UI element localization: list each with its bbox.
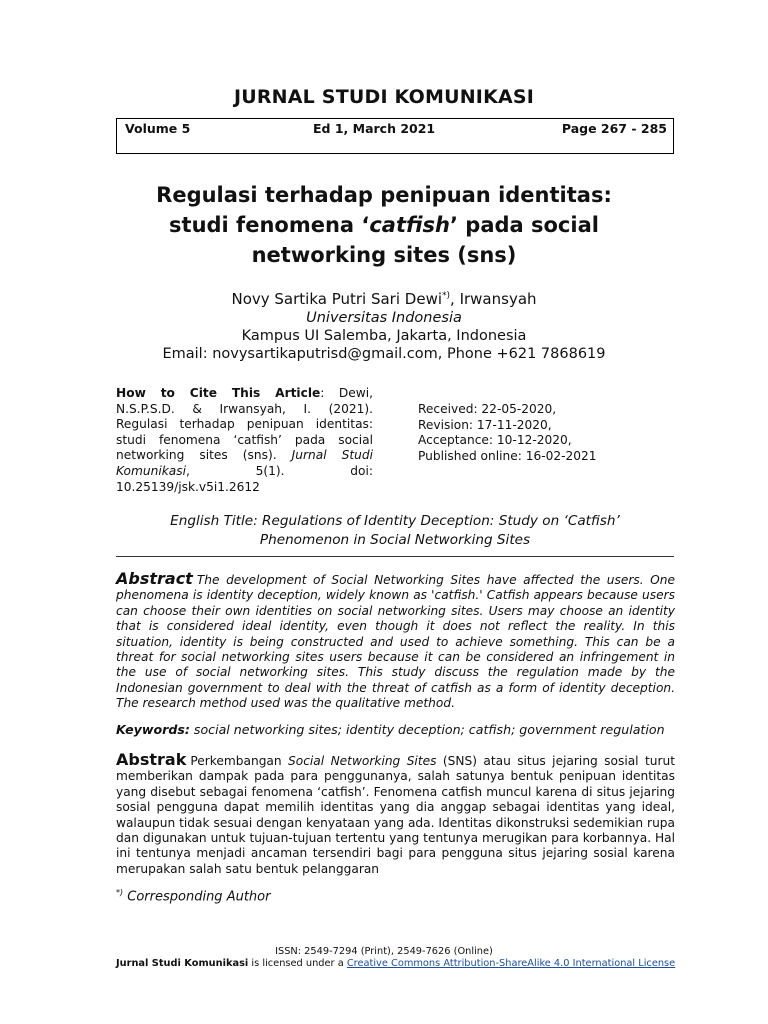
license-line: Jurnal Studi Komunikasi is licensed under a Creative Commons Attribution-ShareAlike 4.0 International License [116,958,676,969]
citation-journal: Jurnal Studi Komunikasi [116,448,373,478]
revision-date: Revision: 17-11-2020, [418,417,552,432]
abstract-text: The development of Social Networking Sites have affected the users. One phenomena is identity deception, widely known as 'catfish.' Catfish appears because users can choose their own identities on social networking sites. Users may choose an identity that is considered ideal identity, even though it does not reflect the reality. In this situation, identity is being constructed and used to achieve something. This can be a threat for social networking sites users because it can be considered an infringement in the use of social networking sites. This study discuss the regulation made by the Indonesian government to deal with the threat of catfish as a form of identity deception. The research method used was the qualitative method. [116,573,675,711]
author-names [0,290,768,308]
author-name: , Irwansyah [450,290,537,308]
page-range-label: Page 267 - 285 [561,121,667,136]
received-date: Received: 22-05-2020, [418,402,557,416]
keywords-label: Keywords: [116,722,190,737]
footnote-text: Corresponding Author [127,889,271,905]
footnote [116,888,270,904]
divider [116,556,674,557]
contact-info: Email: novysartikaputrisd@gmail.com, Phone +621 7868619 [162,346,606,362]
license-journal: Jurnal Studi Komunikasi [116,958,249,969]
citation-label: How to Cite This Article [116,386,321,400]
issn-line: ISSN: 2549-7294 (Print), 2549-7626 (Online) [275,946,493,957]
abstract-heading: Abstract [116,569,193,588]
abstrak-emphasis: Social Networking Sites [288,754,437,768]
author-name: Novy Sartika Putri Sari Dewi [231,290,443,308]
citation-block: How to Cite This Article: Dewi, N.S.P.S.D. & Irwansyah, I. (2021). Regulasi terhadap penipuan identitas: studi fenomena ‘catfish’ pada social networking sites (sns). Jurnal Studi Komunikasi, 5(1). doi: 10.25139/jsk.v5i1.2612 [116,386,373,494]
abstrak-id: Abstrak Perkembangan Social Networking Sites (SNS) atau situs jejaring sosial turut memberikan dampak pada para penggunanya, salah satunya bentuk penipuan identitas yang disebut sebagai fenomena ‘catfish’. Fenomena catfish muncul karena di situs jejaring sosial pengguna dapat memilih identitas yang dia anggap sebagai identitas yang ideal, walaupun tidak sesuai dengan kenyataan yang ada. Identitas dikonstruksi sedemikian rupa dan digunakan untuk tujuan-tujuan tertentu yang tentunya merugikan para korbannya. Hal ini tentunya menjadi ancaman tersendiri bagi para pengguna situs jejaring sosial karena merupakan salah satu bentuk pelanggaran [116,750,675,876]
english-title: English Title: Regulations of Identity Deception: Study on ‘Catfish’ Phenomenon in Social Networking Sites [170,513,620,548]
keywords [116,722,686,737]
acceptance-date: Acceptance: 10-12-2020, [418,433,572,448]
license-link[interactable]: Creative Commons Attribution-ShareAlike 4.0 International License [346,958,676,969]
abstrak-heading: Abstrak [116,750,187,769]
journal-title: JURNAL STUDI KOMUNIKASI [233,86,535,108]
title-line: Regulasi terhadap penipuan identitas: [156,183,612,207]
article-title [100,180,668,270]
footnote-mark: *) [116,888,124,897]
published-date: Published online: 16-02-2021 [418,448,597,463]
edition-label: Ed 1, March 2021 [313,121,436,136]
title-line: studi fenomena ‘catfish’ pada social [169,213,599,237]
corresponding-mark: *) [442,291,451,301]
title-line: networking sites (sns) [251,243,517,267]
title-emphasis: catfish [369,213,450,237]
abstract-en [116,571,675,712]
dates-block [418,402,597,464]
affiliation: Universitas Indonesia [306,310,462,326]
address: Kampus UI Salemba, Jakarta, Indonesia [241,328,527,344]
keywords-text: social networking sites; identity deception; catfish; government regulation [193,722,665,737]
volume-label: Volume 5 [125,121,191,136]
issue-info-box [116,118,674,154]
